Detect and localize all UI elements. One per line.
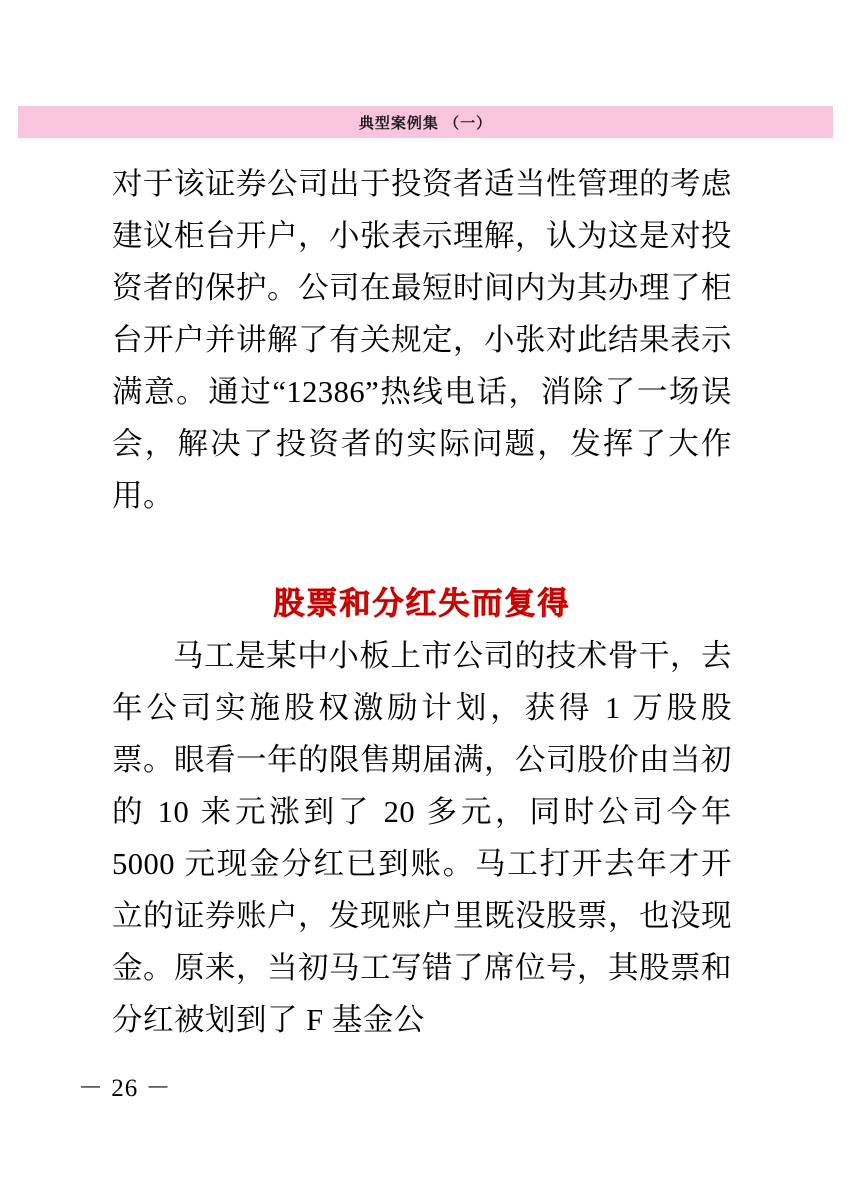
page-header-title: 典型案例集 （一） xyxy=(358,114,493,132)
page-number: － 26 － xyxy=(78,1075,172,1102)
page-header-band xyxy=(18,106,833,138)
body-text-top xyxy=(112,158,732,522)
paragraph: 马工是某中小板上市公司的技术骨干，去年公司实施股权激励计划，获得 1 万股股票。眼看一年的限售期届满，公司股价由当初的 10 来元涨到了 20 多元，同时公司今年 5000 元现金分红已到账。马工打开去年才开立的证券账户，发现账户里既没股票，也没现金。原来，当初马工写错了席位号，其股票和分红被划到了 F 基金公 xyxy=(112,639,732,1037)
section-heading: 股票和分红失而复得 xyxy=(273,586,571,621)
paragraph: 对于该证券公司出于投资者适当性管理的考虑建议柜台开户，小张表示理解，认为这是对投资者的保护。公司在最短时间内为其办理了柜台开户并讲解了有关规定，小张对此结果表示满意。通过“12386”热线电话，消除了一场误会，解决了投资者的实际问题，发挥了大作用。 xyxy=(112,167,732,513)
section-heading-container xyxy=(112,578,732,623)
body-text-bottom xyxy=(112,630,732,1046)
